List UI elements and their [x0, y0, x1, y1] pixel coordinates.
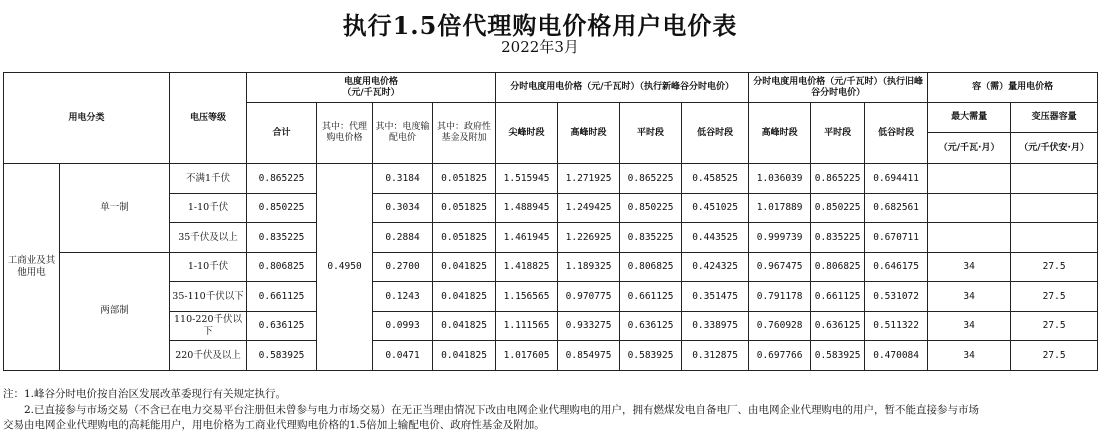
voltage-level: 不满1千伏 [170, 164, 247, 194]
price-table [3, 72, 1098, 371]
table-row [4, 252, 1098, 282]
old-valley-cell: 0.531072 [865, 282, 928, 312]
old-peak-cell: 1.036039 [749, 164, 811, 194]
header-sharp: 尖峰时段 [496, 103, 558, 164]
total-cell: 0.865225 [247, 164, 317, 194]
flat-cell: 0.583925 [620, 341, 682, 371]
fund-cell: 0.041825 [433, 341, 496, 371]
fund-cell: 0.041825 [433, 311, 496, 341]
sharp-cell: 1.461945 [496, 223, 558, 253]
sharp-cell: 1.017605 [496, 341, 558, 371]
fund-cell: 0.041825 [433, 252, 496, 282]
header-transformer: 变压器容量 [1011, 103, 1098, 133]
header-voltage: 电压等级 [170, 73, 247, 164]
max-demand-cell: 34 [928, 252, 1011, 282]
old-valley-cell: 0.682561 [865, 193, 928, 223]
old-peak-cell: 0.791178 [749, 282, 811, 312]
peak-cell: 0.970775 [558, 282, 620, 312]
flat-cell: 0.806825 [620, 252, 682, 282]
header-group-old-tou: 分时电度用电价格（元/千瓦时）（执行旧峰谷分时电价） [749, 73, 928, 103]
total-cell: 0.583925 [247, 341, 317, 371]
header-group-new-tou: 分时电度用电价格（元/千瓦时）（执行新峰谷分时电价） [496, 73, 749, 103]
valley-cell: 0.458525 [682, 164, 749, 194]
notes [3, 387, 1077, 434]
sharp-cell: 1.488945 [496, 193, 558, 223]
fund-cell: 0.041825 [433, 282, 496, 312]
transmission-cell: 0.3034 [373, 193, 433, 223]
transmission-cell: 0.0993 [373, 311, 433, 341]
transformer-cell: 27.5 [1011, 341, 1098, 371]
valley-cell: 0.338975 [682, 311, 749, 341]
old-peak-cell: 0.999739 [749, 223, 811, 253]
peak-cell: 1.226925 [558, 223, 620, 253]
max-demand-cell [928, 223, 1011, 253]
header-agency-price: 其中：代理购电价格 [317, 103, 373, 164]
old-flat-cell: 0.583925 [811, 341, 865, 371]
valley-cell: 0.351475 [682, 282, 749, 312]
header-peak: 高峰时段 [558, 103, 620, 164]
old-valley-cell: 0.694411 [865, 164, 928, 194]
header-max-demand: 最大需量 [928, 103, 1011, 133]
voltage-level: 35-110千伏以下 [170, 282, 247, 312]
total-cell: 0.835225 [247, 223, 317, 253]
old-valley-cell: 0.470084 [865, 341, 928, 371]
voltage-level: 35千伏及以上 [170, 223, 247, 253]
header-total: 合计 [247, 103, 317, 164]
flat-cell: 0.850225 [620, 193, 682, 223]
peak-cell: 1.271925 [558, 164, 620, 194]
max-demand-cell: 34 [928, 341, 1011, 371]
total-cell: 0.850225 [247, 193, 317, 223]
old-flat-cell: 0.850225 [811, 193, 865, 223]
fund-cell: 0.051825 [433, 223, 496, 253]
note-line: 交易由电网企业代理购电的高耗能用户，用电价格为工商业代理购电价格的1.5倍加上输配电价、政府性基金及附加。 [3, 419, 545, 431]
sharp-cell: 1.515945 [496, 164, 558, 194]
header-fund: 其中：政府性基金及附加 [433, 103, 496, 164]
peak-cell: 0.854975 [558, 341, 620, 371]
header-flat: 平时段 [620, 103, 682, 164]
header-max-demand-unit: （元/千瓦·月） [928, 133, 1011, 164]
transformer-cell [1011, 223, 1098, 253]
flat-cell: 0.636125 [620, 311, 682, 341]
group-label: 两部制 [60, 252, 170, 370]
header-group-capacity: 容（需）量用电价格 [928, 73, 1098, 103]
header-old-peak: 高峰时段 [749, 103, 811, 164]
total-cell: 0.661125 [247, 282, 317, 312]
transformer-cell [1011, 164, 1098, 194]
sharp-cell: 1.156565 [496, 282, 558, 312]
old-valley-cell: 0.670711 [865, 223, 928, 253]
transformer-cell: 27.5 [1011, 311, 1098, 341]
voltage-level: 220千伏及以上 [170, 341, 247, 371]
total-cell: 0.636125 [247, 311, 317, 341]
total-cell: 0.806825 [247, 252, 317, 282]
header-valley: 低谷时段 [682, 103, 749, 164]
max-demand-cell [928, 193, 1011, 223]
transformer-cell [1011, 193, 1098, 223]
transmission-cell: 0.0471 [373, 341, 433, 371]
max-demand-cell [928, 164, 1011, 194]
transmission-cell: 0.2700 [373, 252, 433, 282]
valley-cell: 0.443525 [682, 223, 749, 253]
group-label: 单一制 [60, 164, 170, 253]
voltage-level: 110-220千伏以下 [170, 311, 247, 341]
transformer-cell: 27.5 [1011, 252, 1098, 282]
flat-cell: 0.865225 [620, 164, 682, 194]
fund-cell: 0.051825 [433, 193, 496, 223]
old-valley-cell: 0.646175 [865, 252, 928, 282]
header-group-energy-price: 电度用电价格 （元/千瓦时） [247, 73, 496, 103]
note-line: 2.已直接参与市场交易（不含已在电力交易平台注册但未曾参与电力市场交易）在无正当理由情况下改由电网企业代理购电的用户，拥有燃煤发电自备电厂、由电网企业代理购电的用户，暂不能直接参与市场 [3, 403, 980, 416]
header-category: 用电分类 [4, 73, 170, 164]
valley-cell: 0.424325 [682, 252, 749, 282]
transformer-cell: 27.5 [1011, 282, 1098, 312]
old-valley-cell: 0.511322 [865, 311, 928, 341]
agency-price-cell: 0.4950 [317, 164, 373, 371]
old-flat-cell: 0.806825 [811, 252, 865, 282]
old-flat-cell: 0.835225 [811, 223, 865, 253]
header-transformer-unit: （元/千伏安·月） [1011, 133, 1098, 164]
max-demand-cell: 34 [928, 311, 1011, 341]
table-row [4, 164, 1098, 194]
page-title: 执行1.5倍代理购电价格用户电价表 [342, 11, 738, 40]
old-peak-cell: 1.017889 [749, 193, 811, 223]
old-peak-cell: 0.697766 [749, 341, 811, 371]
transmission-cell: 0.1243 [373, 282, 433, 312]
valley-cell: 0.312875 [682, 341, 749, 371]
old-flat-cell: 0.636125 [811, 311, 865, 341]
transmission-cell: 0.3184 [373, 164, 433, 194]
sharp-cell: 1.418825 [496, 252, 558, 282]
page-subtitle: 2022年3月 [501, 38, 579, 56]
transmission-cell: 0.2884 [373, 223, 433, 253]
flat-cell: 0.661125 [620, 282, 682, 312]
sharp-cell: 1.111565 [496, 311, 558, 341]
peak-cell: 0.933275 [558, 311, 620, 341]
flat-cell: 0.835225 [620, 223, 682, 253]
note-line: 注：1.峰谷分时电价按自治区发展改革委现行有关规定执行。 [3, 388, 287, 400]
category-label: 工商业及其他用电 [4, 164, 60, 371]
old-flat-cell: 0.661125 [811, 282, 865, 312]
fund-cell: 0.051825 [433, 164, 496, 194]
peak-cell: 1.249425 [558, 193, 620, 223]
old-peak-cell: 0.760928 [749, 311, 811, 341]
header-transmission: 其中：电度输配电价 [373, 103, 433, 164]
valley-cell: 0.451025 [682, 193, 749, 223]
table-body [4, 164, 1098, 371]
max-demand-cell: 34 [928, 282, 1011, 312]
header-old-flat: 平时段 [811, 103, 865, 164]
old-flat-cell: 0.865225 [811, 164, 865, 194]
voltage-level: 1-10千伏 [170, 252, 247, 282]
old-peak-cell: 0.967475 [749, 252, 811, 282]
voltage-level: 1-10千伏 [170, 193, 247, 223]
header-old-valley: 低谷时段 [865, 103, 928, 164]
peak-cell: 1.189325 [558, 252, 620, 282]
